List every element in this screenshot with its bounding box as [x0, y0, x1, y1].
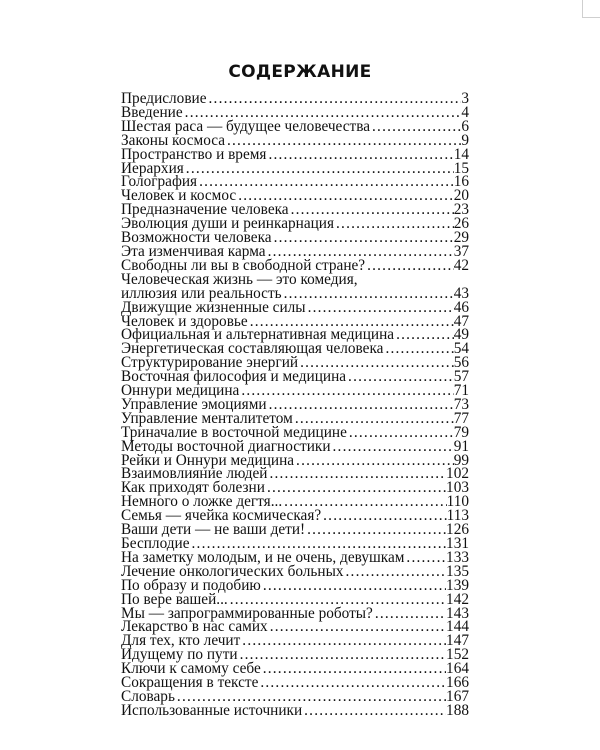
- toc-page-number: 57: [453, 368, 469, 386]
- toc-page-number: 164: [446, 660, 469, 678]
- toc-entry-title: Методы восточной диагностики: [121, 437, 331, 455]
- toc-leader-dots: [261, 579, 446, 593]
- toc-page-number: 26: [453, 215, 469, 233]
- page-corner-mark: [582, 0, 600, 18]
- toc-entry-title: Голография: [121, 173, 198, 191]
- toc-leader-dots: [370, 120, 461, 134]
- toc-leader-dots: [258, 676, 446, 690]
- toc-entry-title: Энергетическая составляющая человека: [121, 340, 384, 358]
- toc-page-number: 49: [453, 326, 469, 344]
- toc-leader-dots: [261, 662, 446, 676]
- toc-page-number: 131: [446, 535, 469, 552]
- toc-page-number: 71: [453, 382, 469, 400]
- toc-leader-dots: [268, 620, 446, 634]
- toc-page-number: 188: [446, 701, 469, 719]
- toc-page-number: 110: [446, 493, 469, 511]
- toc-page-number: 23: [453, 201, 469, 219]
- toc-page-number: 42: [453, 256, 469, 274]
- toc-entry-title: Мы — запрограммированные роботы?: [121, 604, 373, 622]
- toc-leader-dots: [238, 648, 446, 662]
- toc-entry-title: Рейки и Оннури медицина: [121, 451, 295, 469]
- toc-page-number: 167: [446, 687, 469, 705]
- toc-entry-title: Шестая раса — будущее человечества: [121, 117, 371, 135]
- toc-leader-dots: [184, 162, 454, 176]
- toc-leader-dots: [267, 467, 446, 481]
- toc-page-number: 54: [453, 340, 469, 358]
- toc-entry-title: Управление менталитетом: [121, 409, 293, 427]
- toc-page-number: 133: [446, 548, 469, 566]
- page-title: СОДЕРЖАНИЕ: [228, 62, 372, 82]
- toc-entry-title: Бесплодие: [121, 535, 190, 552]
- toc-leader-dots: [305, 523, 446, 537]
- toc-entry-title: Возможности человека: [121, 229, 272, 247]
- toc-leader-dots: [306, 301, 454, 315]
- toc-entry: [121, 270, 469, 302]
- toc-entry-title: Эволюция души и реинкарнация: [121, 215, 335, 233]
- toc-page-number: 56: [453, 354, 469, 372]
- toc-page-number: 6: [461, 117, 469, 135]
- toc-leader-dots: [302, 704, 446, 718]
- toc-entry-title: Как приходят болезни: [121, 479, 265, 497]
- toc-page-number: 139: [446, 576, 469, 594]
- toc-leader-dots: [321, 509, 446, 523]
- toc-leader-dots: [282, 287, 454, 301]
- toc-entry-title: Сокращения в тексте: [121, 674, 259, 692]
- toc-entry-title: Официальная и альтернативная медицина: [121, 326, 395, 344]
- toc-page-number: 46: [453, 298, 469, 316]
- toc-entry-title: Семья — ячейка космическая?: [121, 507, 322, 525]
- toc-page-number: 79: [453, 423, 469, 441]
- toc-entry-title: Словарь: [121, 687, 175, 705]
- toc-entry-title: Человек и космос: [121, 187, 237, 205]
- toc-leader-dots: [365, 259, 454, 273]
- toc-leader-dots: [394, 328, 454, 342]
- toc-entry-title: Эта изменчивая карма: [121, 242, 266, 260]
- toc-page-number: 152: [446, 646, 469, 664]
- toc-page-number: 20: [453, 187, 469, 205]
- toc-page-number: 16: [453, 173, 469, 191]
- toc-leader-dots: [404, 551, 446, 565]
- toc-entry-title: Немного о ложке дегтя...: [121, 493, 283, 511]
- toc-page-number: 126: [446, 521, 469, 539]
- toc-page-number: 9: [461, 131, 469, 149]
- toc-leader-dots: [207, 92, 462, 106]
- toc-entry-title: Восточная философия и медицина: [121, 368, 347, 386]
- toc-entry-title: Свободны ли вы в свободной стране?: [121, 256, 366, 274]
- toc-entry-title: Для тех, кто лечит: [121, 632, 241, 650]
- toc-entry-title: Человек и здоровье: [121, 312, 248, 330]
- toc-entry-title: Предназначение человека: [121, 201, 289, 219]
- toc-page-number: 103: [446, 479, 469, 497]
- toc-entry-title: иллюзия или реальность: [121, 284, 282, 302]
- toc-page-number: 3: [461, 90, 469, 107]
- table-of-contents: [121, 92, 469, 718]
- toc-page-number: 144: [446, 618, 469, 636]
- toc-entry-title: Пространство и время: [121, 145, 267, 163]
- toc-leader-dots: [265, 481, 446, 495]
- toc-page-number: 73: [453, 395, 469, 413]
- toc-page-number: 99: [453, 451, 469, 469]
- toc-entry-title: Введение: [121, 103, 183, 121]
- toc-page-number: 15: [453, 159, 469, 177]
- toc-entry-title: Человеческая жизнь — это комедия,: [121, 270, 358, 288]
- toc-leader-dots: [347, 426, 454, 440]
- toc-entry-title: Предисловие: [121, 90, 207, 107]
- toc-page-number: 77: [453, 409, 469, 427]
- toc-leader-dots: [239, 384, 453, 398]
- toc-entry-title: Управление эмоциями: [121, 395, 267, 413]
- toc-page-number: 4: [461, 103, 469, 121]
- toc-page-number: 113: [446, 507, 469, 525]
- toc-entry-title: Лекарство в нас самих: [121, 618, 268, 636]
- toc-entry-title: Структурирование энергий: [121, 354, 299, 372]
- toc-page-number: 47: [453, 312, 469, 330]
- toc-page-number: 143: [446, 604, 469, 622]
- toc-page-number: 37: [453, 242, 469, 260]
- toc-page-number: 166: [446, 674, 469, 692]
- toc-entry-title: На заметку молодым, и не очень, девушкам: [121, 548, 405, 566]
- toc-leader-dots: [331, 440, 454, 454]
- toc-leader-dots: [344, 565, 447, 579]
- toc-page-number: 43: [453, 284, 469, 302]
- toc-page-number: 91: [453, 437, 469, 455]
- toc-entry-title: Законы космоса: [121, 131, 225, 149]
- toc-leader-dots: [240, 634, 446, 648]
- toc-entry-title: Иерархия: [121, 159, 184, 177]
- toc-entry-title: Использованные источники: [121, 701, 303, 719]
- toc-leader-dots: [383, 342, 453, 356]
- toc-leader-dots: [267, 398, 454, 412]
- toc-entry-title: Ваши дети — не ваши дети!: [121, 521, 306, 539]
- toc-leader-dots: [272, 231, 454, 245]
- toc-entry-title: По вере вашей...: [121, 590, 228, 608]
- toc-page-number: 29: [453, 229, 469, 247]
- toc-leader-dots: [334, 217, 454, 231]
- toc-entry-title: Триначалие в восточной медицине: [121, 423, 347, 441]
- toc-page-number: 147: [446, 632, 469, 650]
- toc-leader-dots: [294, 454, 454, 468]
- toc-entry-title: Идущему по пути: [121, 646, 238, 664]
- toc-entry-title: Лечение онкологических больных: [121, 562, 344, 580]
- toc-entry-title: Взаимовлияние людей: [121, 465, 268, 483]
- toc-page-number: 142: [446, 590, 469, 608]
- toc-entry-title: Ключи к самому себе: [121, 660, 261, 678]
- toc-page-number: 135: [446, 562, 469, 580]
- toc-entry: [121, 701, 469, 719]
- toc-entry-title: По образу и подобию: [121, 576, 261, 594]
- toc-page-number: 102: [446, 465, 469, 483]
- toc-leader-dots: [373, 607, 446, 621]
- toc-entry-title: Оннури медицина: [121, 382, 240, 400]
- toc-leader-dots: [266, 148, 453, 162]
- toc-page-number: 14: [453, 145, 469, 163]
- toc-leader-dots: [346, 370, 454, 384]
- toc-entry-title: Движущие жизненные силы: [121, 298, 306, 316]
